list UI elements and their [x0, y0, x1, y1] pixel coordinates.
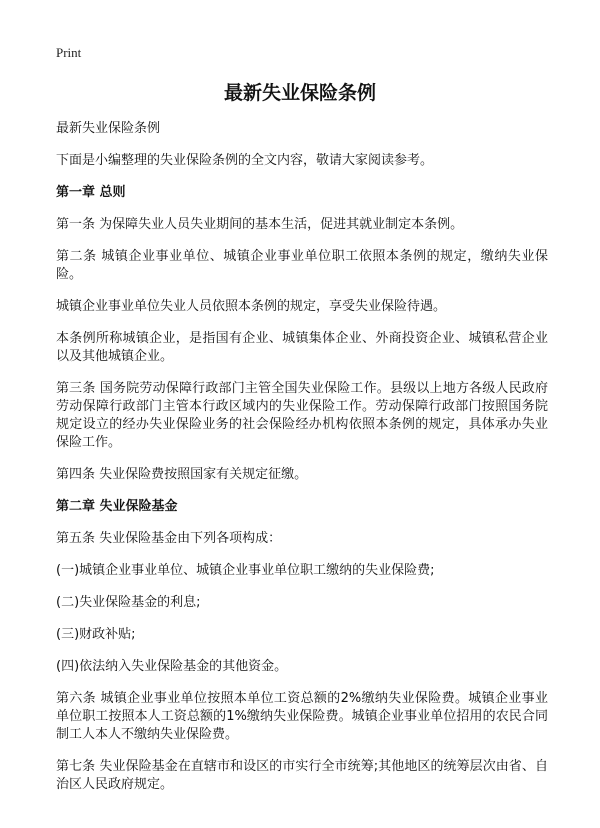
- article-3: 第三条 国务院劳动保障行政部门主管全国失业保险工作。县级以上地方各级人民政府劳动保障行政部门主管本行政区域内的失业保险工作。劳动保障行政部门按照国务院规定设立的经办失业保险业务的社会保险经办机构依照本条例的规定，具体承办失业保险工作。: [56, 381, 548, 450]
- list-item-3: (三)财政补贴;: [56, 627, 136, 642]
- article-2: 第二条 城镇企业事业单位、城镇企业事业单位职工依照本条例的规定，缴纳失业保险。: [56, 249, 548, 282]
- article-2-paragraph-3: 本条例所称城镇企业，是指国有企业、城镇集体企业、外商投资企业、城镇私营企业以及其他城镇企业。: [56, 331, 548, 364]
- list-item-4: (四)依法纳入失业保险基金的其他资金。: [56, 659, 288, 674]
- chapter-2-heading: 第二章 失业保险基金: [56, 499, 178, 514]
- intro-paragraph: 下面是小编整理的失业保险条例的全文内容，敬请大家阅读参考。: [56, 153, 434, 168]
- list-item-1: (一)城镇企业事业单位、城镇企业事业单位职工缴纳的失业保险费;: [56, 563, 435, 578]
- article-7: 第七条 失业保险基金在直辖市和设区的市实行全市统筹;其他地区的统筹层次由省、自治区人民政府规定。: [56, 759, 548, 792]
- print-link[interactable]: Print: [56, 45, 82, 60]
- document-title: 最新失业保险条例: [223, 82, 376, 104]
- article-6: 第六条 城镇企业事业单位按照本单位工资总额的2%缴纳失业保险费。城镇企业事业单位职工按照本人工资总额的1%缴纳失业保险费。城镇企业事业单位招用的农民合同制工人本人不缴纳失业保险费。: [56, 691, 548, 742]
- list-item-2: (二)失业保险基金的利息;: [56, 595, 201, 610]
- chapter-1-heading: 第一章 总则: [56, 185, 126, 200]
- article-4: 第四条 失业保险费按照国家有关规定征缴。: [56, 467, 308, 482]
- document-body: [56, 120, 548, 808]
- article-2-paragraph-2: 城镇企业事业单位失业人员依照本条例的规定，享受失业保险待遇。: [56, 299, 447, 314]
- article-5: 第五条 失业保险基金由下列各项构成：: [56, 531, 282, 546]
- document-subtitle: 最新失业保险条例: [56, 121, 161, 136]
- article-1: 第一条 为保障失业人员失业期间的基本生活，促进其就业制定本条例。: [56, 217, 464, 232]
